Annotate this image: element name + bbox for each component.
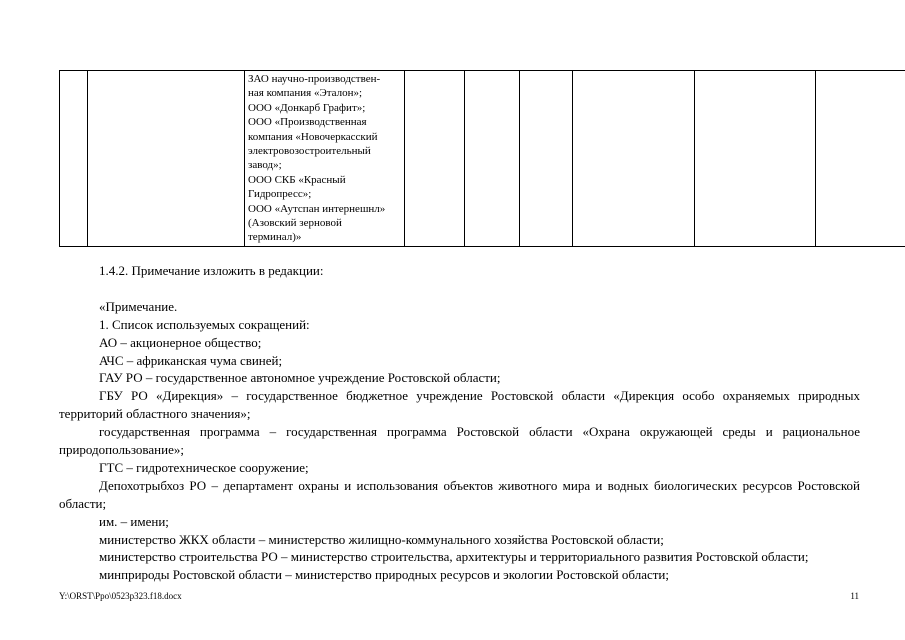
document-body [59, 262, 860, 584]
paragraph: АЧС – африканская чума свиней; [99, 352, 283, 368]
table-cell [573, 71, 695, 247]
table-cell [520, 71, 573, 247]
footer-file-path: Y:\ORST\Ppo\0523p323.f18.docx [59, 591, 182, 601]
table-cell [60, 71, 88, 247]
blank-line [59, 280, 860, 298]
table-cell [88, 71, 245, 247]
table-cell [816, 71, 905, 247]
paragraph: ГБУ РО «Дирекция» – государственное бюджетное учреждение Ростовской области «Дирекция особо охраняемых природных территорий областного значения»; [59, 388, 860, 422]
paragraph: им. – имени; [99, 513, 169, 529]
paragraph: государственная программа – государственная программа Ростовской области «Охрана окружающей среды и рациональное природопользование»; [59, 424, 860, 458]
paragraph: ГТС – гидротехническое сооружение; [99, 459, 309, 475]
paragraph: Депохотрыбхоз РО – департамент охраны и использования объектов животного мира и водных биологических ресурсов Ростовской области; [59, 477, 860, 511]
document-table [59, 70, 905, 247]
table-cell [405, 71, 465, 247]
organizations-cell: ЗАО научно-производствен- ная компания «Эталон»; ООО «Донкарб Графит»; ООО «Производственная компания «Новочеркасский электровозостроительный завод»; ООО СКБ «Красный Гидропресс»; ООО «Аутспан интернешнл» (Азовский зерновой терминал)» [245, 71, 405, 247]
page-number: 11 [850, 591, 859, 601]
table-row [60, 71, 905, 247]
paragraph: минприроды Ростовской области – министерство природных ресурсов и экологии Ростовской области; [99, 567, 669, 583]
paragraph: ГАУ РО – государственное автономное учреждение Ростовской области; [99, 370, 501, 386]
paragraph: 1.4.2. Примечание изложить в редакции: [99, 263, 324, 278]
paragraph: министерство ЖКХ области – министерство жилищно-коммунального хозяйства Ростовской области; [99, 531, 664, 547]
paragraph: 1. Список используемых сокращений: [99, 316, 310, 332]
table-cell [695, 71, 816, 247]
paragraph: министерство строительства РО – министерство строительства, архитектуры и территориального развития Ростовской области; [99, 549, 809, 565]
paragraph: «Примечание. [99, 298, 178, 314]
table-cell [465, 71, 520, 247]
paragraph: АО – акционерное общество; [99, 334, 262, 350]
